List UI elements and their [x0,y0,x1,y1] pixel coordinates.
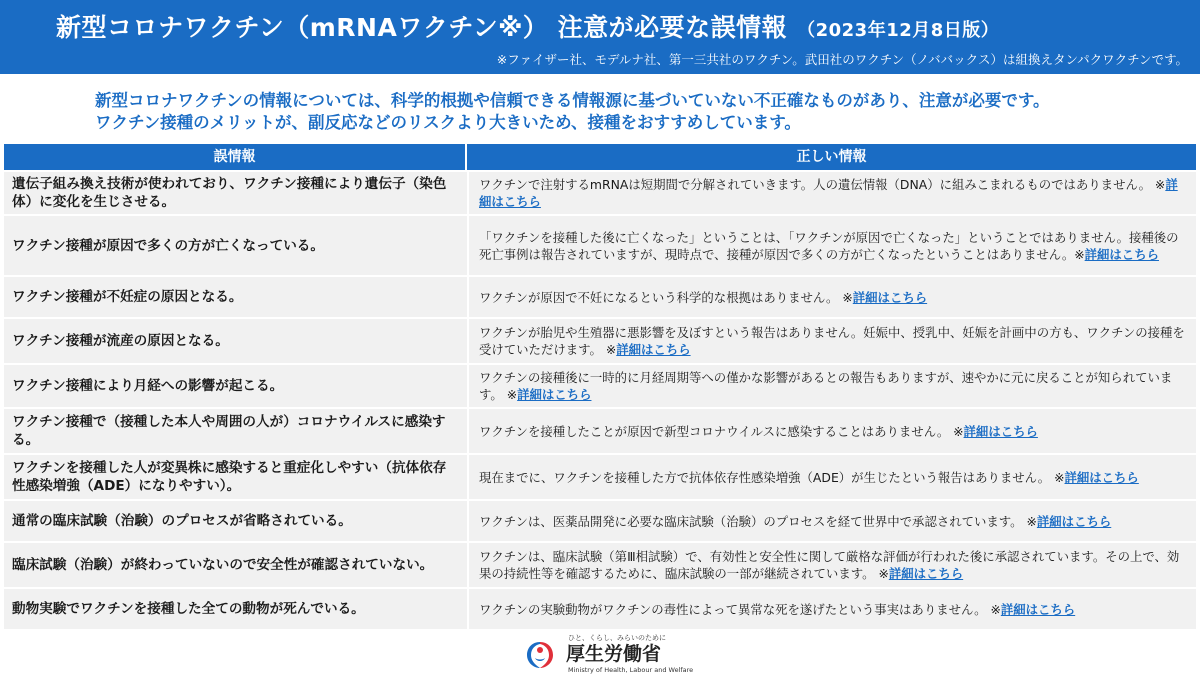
correct-cell: 現在までに、ワクチンを接種した方で抗体依存性感染増強（ADE）が生じたという報告はありません。 ※詳細はこちら [469,455,1196,499]
header-note: ※ファイザー社、モデルナ社、第一三共社のワクチン。武田社のワクチン（ノババックス）は組換えタンパクワクチンです。 [496,52,1188,67]
details-link[interactable]: 詳細はこちら [479,177,1178,209]
misinfo-cell: 遺伝子組み換え技術が使われており、ワクチン接種により遺伝子（染色体）に変化を生じさせる。 [4,172,467,214]
intro-line-2: ワクチン接種のメリットが、副反応などのリスクより大きいため、接種をおすすめしています。 [95,113,801,132]
details-link[interactable]: 詳細はこちら [616,342,691,357]
misinfo-cell: ワクチン接種が流産の原因となる。 [4,319,467,363]
table-row [4,365,1196,407]
details-link[interactable]: 詳細はこちら [888,566,964,581]
header-correct: 正しい情報 [796,149,867,165]
table-row [4,501,1196,541]
correct-cell: ワクチンが原因で不妊になるという科学的な根拠はありません。 ※詳細はこちら [469,277,1196,317]
correct-cell: ワクチンは、臨床試験（第Ⅲ相試験）で、有効性と安全性に関して厳格な評価が行われた後に承認されています。その上で、効果の持続性等を確認するために、臨床試験の一部が継続されています。 ※詳細はこちら [469,543,1196,587]
table-row [4,319,1196,363]
version-date: （2023年12月8日版） [797,20,1000,41]
intro-line-1: 新型コロナワクチンの情報については、科学的根拠や信頼できる情報源に基づいていない不正確なものがあり、注意が必要です。 [95,91,1050,110]
table-row [4,589,1196,629]
logo-english: Ministry of Health, Labour and Welfare [568,666,694,674]
correct-cell: ワクチンを接種したことが原因で新型コロナウイルスに感染することはありません。 ※詳細はこちら [469,409,1196,453]
misinfo-cell: ワクチン接種により月経への影響が起こる。 [4,365,467,407]
misinfo-cell: 通常の臨床試験（治験）のプロセスが省略されている。 [4,501,467,541]
misinfo-cell: ワクチンを接種した人が変異株に感染すると重症化しやすい（抗体依存性感染増強（ADE）になりやすい）。 [4,455,467,499]
table-row [4,455,1196,499]
page-title: 新型コロナワクチン（mRNAワクチン※） 注意が必要な誤情報 （2023年12月8日版） [56,13,1000,42]
table-row [4,409,1196,453]
misinfo-cell: ワクチン接種が不妊症の原因となる。 [4,277,467,317]
table-row [4,216,1196,275]
details-link[interactable]: 詳細はこちら [517,387,592,402]
details-link[interactable]: 詳細はこちら [963,423,1038,439]
details-link[interactable]: 詳細はこちら [1084,246,1159,262]
header-banner [0,0,1200,74]
correct-cell: 「ワクチンを接種した後に亡くなった」ということは、「ワクチンが原因で亡くなった」ということではありません。接種後の死亡事例は報告されていますが、現時点で、接種が原因で多くの方が亡くなったということはありません。※詳細はこちら [469,216,1196,275]
table-header [4,144,1196,170]
correct-cell: ワクチンの実験動物がワクチンの毒性によって異常な死を遂げたという事実はありません。 ※詳細はこちら [469,589,1196,629]
table-row [4,172,1196,214]
details-link[interactable]: 詳細はこちら [1064,469,1139,485]
logo-tagline: ひと、くらし、みらいのために [568,634,666,642]
misinfo-cell: ワクチン接種が原因で多くの方が亡くなっている。 [4,216,467,275]
correct-cell: ワクチンが胎児や生殖器に悪影響を及ぼすという報告はありません。妊娠中、授乳中、妊娠を計画中の方も、ワクチンの接種を受けていただけます。 ※詳細はこちら [469,319,1196,363]
mhlw-emblem-icon [522,636,558,672]
misinformation-table [4,144,1196,629]
header-misinfo: 誤情報 [4,144,467,170]
table-row [4,543,1196,587]
misinfo-cell: ワクチン接種で（接種した本人や周囲の人が）コロナウイルスに感染する。 [4,409,467,453]
table-row [4,277,1196,317]
details-link[interactable]: 詳細はこちら [1000,601,1076,617]
correct-cell: ワクチンで注射するmRNAは短期間で分解されていきます。人の遺伝情報（DNA）に組みこまれるものではありません。 ※詳細はこちら [469,172,1196,214]
details-link[interactable]: 詳細はこちら [852,289,928,305]
details-link[interactable]: 詳細はこちら [1036,513,1112,529]
intro-text [95,90,1175,134]
misinfo-cell: 動物実験でワクチンを接種した全ての動物が死んでいる。 [4,589,467,629]
misinfo-cell: 臨床試験（治験）が終わっていないので安全性が確認されていない。 [4,543,467,587]
correct-cell: ワクチンの接種後に一時的に月経周期等への僅かな影響があるとの報告もありますが、速やかに元に戻ることが知られています。 ※詳細はこちら [469,365,1196,407]
logo-name: 厚生労働省 [566,643,662,665]
mhlw-logo [522,634,694,674]
correct-cell: ワクチンは、医薬品開発に必要な臨床試験（治験）のプロセスを経て世界中で承認されています。 ※詳細はこちら [469,501,1196,541]
